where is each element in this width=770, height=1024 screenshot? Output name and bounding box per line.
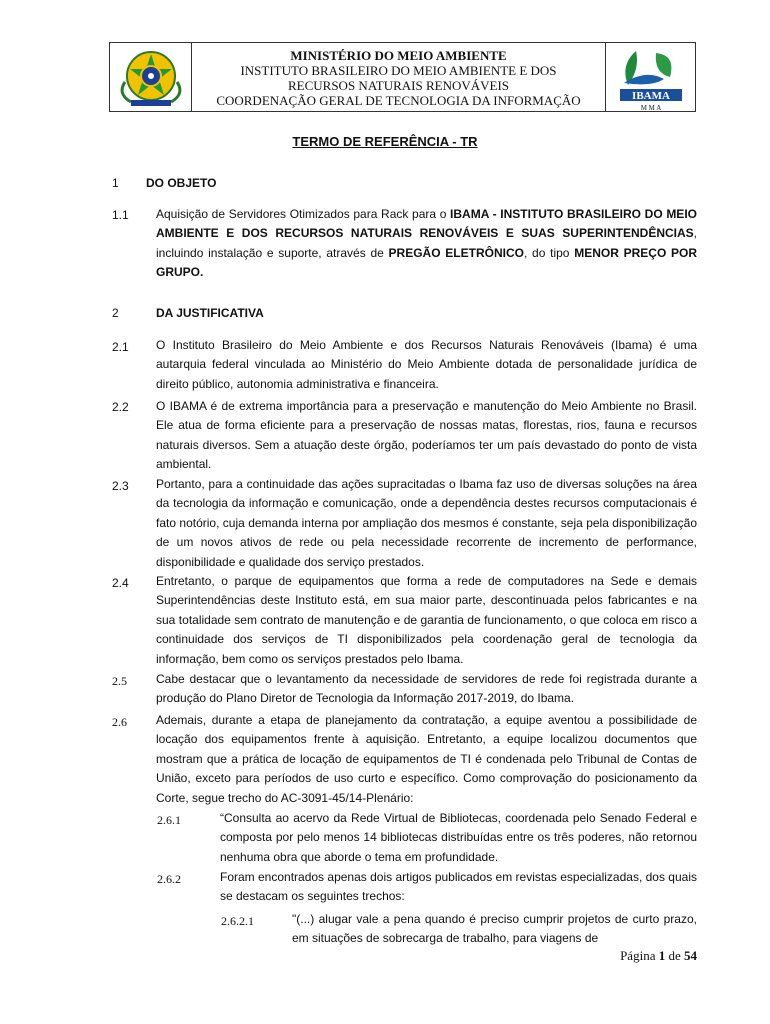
section-2-number: 2 <box>112 306 119 320</box>
clause-2-1-text: O Instituto Brasileiro do Meio Ambiente e dos Recursos Naturais Renováveis (Ibama) é uma autarquia federal vinculada ao Ministério do Meio Ambiente dotada de personalidade jurídica de direito público, autonomia administrativa e financeira. <box>156 338 697 391</box>
clause-1-1-part: , do tipo <box>523 245 575 260</box>
section-1-number: 1 <box>112 176 119 190</box>
current-page-number: 1 <box>658 948 666 963</box>
section-1-title: DO OBJETO <box>146 176 217 190</box>
of-label: de <box>668 948 681 963</box>
ibama-logo <box>605 43 695 111</box>
coordination-name: COORDENAÇÃO GERAL DE TECNOLOGIA DA INFORMAÇÃO <box>216 93 581 108</box>
page-number-footer <box>620 948 697 964</box>
clause-2-6-text: Ademais, durante a etapa de planejamento da contratação, a equipe aventou a possibilidade de locação dos equipamentos frente à aquisição. Entretanto, a equipe localizou documentos que mostram que a prática de locação de equipamentos de TI é condenada pelo Tribunal de Contas de União, exceto para períodos de uso curto e específico. Como comprovação do posicionamento da Corte, segue trecho do AC-3091-45/14-Plenário: <box>156 713 697 805</box>
clause-2-6-number: 2.6 <box>112 715 127 729</box>
institute-name-line1: INSTITUTO BRASILEIRO DO MEIO AMBIENTE E DOS <box>240 63 557 78</box>
clause-2-6-1-text: “Consulta ao acervo da Rede Virtual de Bibliotecas, coordenada pelo Senado Federal e composta por pelo menos 14 bibliotecas distribuídas entre os três poderes, não retornou nenhuma obra que aborde o tema em profundidade. <box>220 811 697 864</box>
coat-of-arms-icon <box>110 43 192 111</box>
clause-1-1-text <box>156 205 697 283</box>
page-label: Página <box>620 948 656 963</box>
mma-logo-text: M M A <box>640 104 662 111</box>
clause-1-1-number: 1.1 <box>112 208 129 222</box>
clause-2-3-number: 2.3 <box>112 479 129 493</box>
institute-name-line2: RECURSOS NATURAIS RENOVÁVEIS <box>287 78 510 93</box>
clause-2-6-1-number: 2.6.1 <box>157 813 181 827</box>
ibama-logo-text: IBAMA <box>632 90 670 102</box>
clause-2-6-2-1-text: "(...) alugar vale a pena quando é preciso cumprir projetos de curto prazo, em situações de sobrecarga de trabalho, para viagens de <box>292 912 697 946</box>
clause-2-2-text: O IBAMA é de extrema importância para a preservação e manutenção do Meio Ambiente no Brasil. Ele atua de forma eficiente para a preservação de nossas matas, florestas, rios, fauna e recursos naturais diversos. Sem a atuação deste órgão, poderíamos ter um país devastado do ponto de vista ambiental. <box>156 399 697 472</box>
document-header <box>109 42 696 112</box>
clause-1-1-bold-entity: IBAMA - INSTITUTO BRASILEIRO DO MEIO AMBIENTE E DOS RECURSOS NATURAIS RENOVÁVEIS E SUAS SUPERINTENDÊNCIAS <box>156 207 697 241</box>
clause-2-2-number: 2.2 <box>112 400 129 414</box>
header-text-block <box>192 43 605 116</box>
clause-2-4-number: 2.4 <box>112 576 129 590</box>
clause-2-6-2-number: 2.6.2 <box>157 872 181 886</box>
brazil-coat-of-arms-logo <box>110 43 192 111</box>
clause-2-4-text: Entretanto, o parque de equipamentos que forma a rede de computadores na Sede e demais Superintendências deste Instituto está, em sua maior parte, descontinuada pelos fabricantes e na sua totalidade sem contrato de manutenção e de garantia de funcionamento, o que coloca em risco a continuidade dos serviços de TI disponibilizados pela coordenação geral de tecnologia da informação, bem como os serviços prestados pelo Ibama. <box>156 574 697 666</box>
ibama-leaf-icon <box>606 43 696 111</box>
clause-1-1-bold-modality: PREGÃO ELETRÔNICO <box>388 245 524 260</box>
ministry-name: MINISTÉRIO DO MEIO AMBIENTE <box>290 48 507 63</box>
clause-1-1-bold-type: MENOR PREÇO POR GRUPO. <box>156 245 698 280</box>
total-pages: 54 <box>684 948 697 963</box>
clause-2-1-number: 2.1 <box>112 340 129 354</box>
clause-2-6-2-text: Foram encontrados apenas dois artigos publicados em revistas especializadas, dos quais se destacam os seguintes trechos: <box>220 870 697 904</box>
clause-1-1-part: Aquisição de Servidores Otimizados para Rack para o <box>156 207 451 221</box>
clause-2-6-2-1-number: 2.6.2.1 <box>221 914 254 928</box>
section-2-title: DA JUSTIFICATIVA <box>156 306 264 320</box>
clause-2-3-text: Portanto, para a continuidade das ações supracitadas o Ibama faz uso de diversas soluções na área da tecnologia da informação e comunicação, onde a dependência destes recursos computacionais é fato notório, cuja demanda interna por ampliação dos mesmos é constante, seja pela disponibilização de um novos ativos de rede ou pela necessidade recorrente de incremento de performance, disponibilidade e qualidade dos serviço prestados. <box>156 477 697 569</box>
clause-1-1-part: , incluindo instalação e suporte, através de <box>156 226 697 260</box>
document-title: TERMO DE REFERÊNCIA - TR <box>292 134 478 149</box>
clause-2-5-text: Cabe destacar que o levantamento da necessidade de servidores de rede foi registrada durante a produção do Plano Diretor de Tecnologia da Informação 2017-2019, do Ibama. <box>156 672 697 706</box>
clause-2-5-number: 2.5 <box>112 674 127 688</box>
